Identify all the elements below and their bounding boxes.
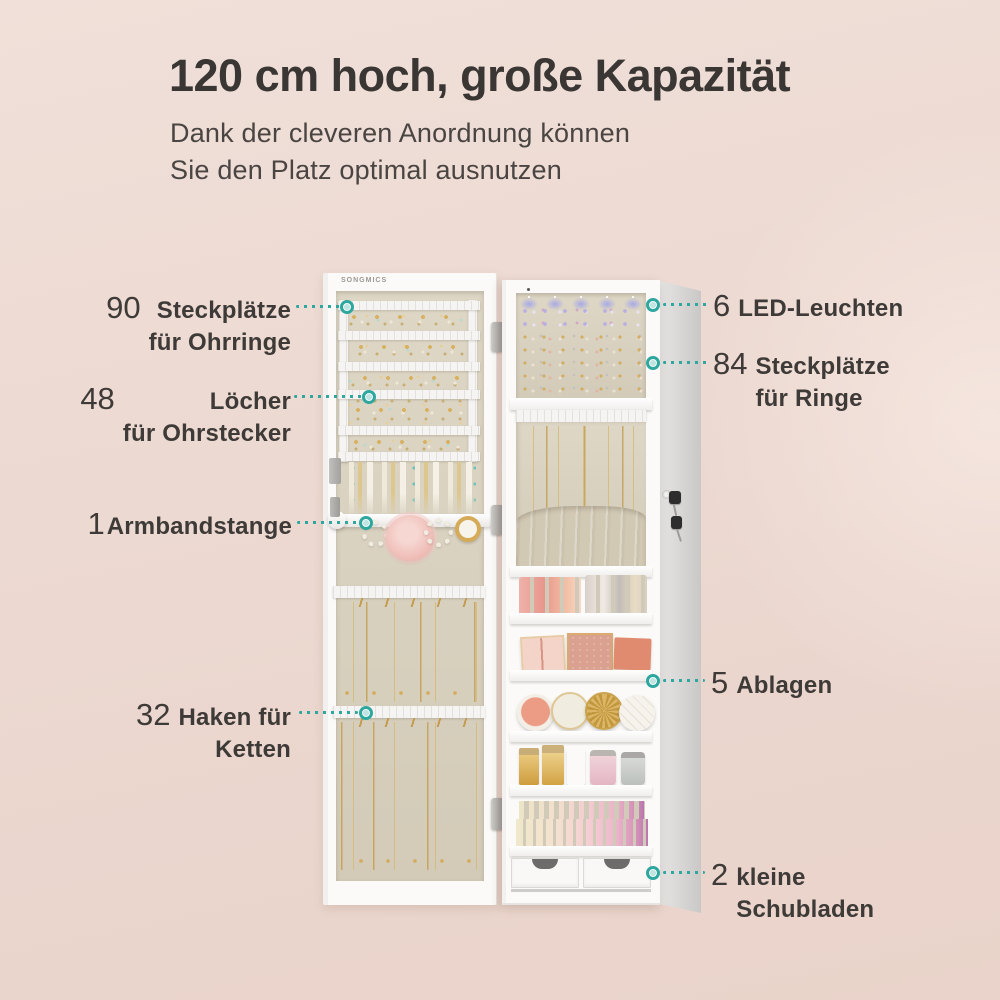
perfume-amber: [567, 749, 585, 785]
blush-palette-coral: [613, 637, 651, 670]
earring-strip: [338, 301, 480, 310]
subtitle-line-2: Sie den Platz optimal ausnutzen: [170, 155, 562, 185]
annotation-label: Steckplätze: [156, 297, 291, 324]
earring-rack-rail-right: [468, 300, 477, 462]
annotation-label: Ablagen: [736, 672, 833, 699]
earring-row: [348, 310, 466, 331]
earring-row: [348, 435, 466, 452]
annotation-label: LED-Leuchten: [738, 295, 904, 322]
annotation-number: 1: [87, 506, 105, 541]
cabinet-side-panel: [660, 277, 701, 913]
leader-dot: [359, 516, 373, 530]
leader-dot: [646, 674, 660, 688]
fabric-pocket: [516, 506, 646, 568]
annotation-drawers: [711, 857, 874, 926]
annotation-number: 84: [713, 346, 748, 381]
leader-line: [294, 395, 362, 398]
earring-strip: [338, 452, 480, 461]
compact-quilted: [619, 695, 655, 731]
perfume-gray: [621, 752, 645, 785]
annotation-label: Löcher: [209, 388, 291, 415]
leader-dot: [646, 356, 660, 370]
annotation-label: Ketten: [215, 736, 291, 763]
necklace-chains: [340, 722, 480, 870]
necklace-pendants: [340, 688, 480, 698]
perfume-pink: [590, 750, 616, 785]
shelf-board: [510, 785, 652, 796]
annotation-label: für Ohrstecker: [122, 420, 291, 447]
watch: [455, 516, 481, 542]
lipsticks-metallic-group: [585, 575, 647, 615]
subtitle-line-1: Dank der cleveren Anordnung können: [170, 118, 631, 148]
earring-row: [348, 371, 466, 390]
nail-polish-bottles: [516, 819, 648, 847]
leader-dot: [646, 866, 660, 880]
door-keyhole: [330, 497, 340, 517]
earring-row: [348, 340, 466, 362]
lipsticks-group: [519, 577, 581, 615]
leader-dot: [646, 298, 660, 312]
earring-rack-rail-left: [339, 300, 348, 462]
annotation-label: für Ringe: [755, 385, 863, 412]
annotation-necklace-hooks: [136, 697, 291, 766]
hanging-key: [671, 516, 682, 529]
annotation-label: Haken für: [178, 704, 291, 731]
drawer-shadow-line: [511, 889, 651, 892]
annotation-ring-slots: [713, 346, 890, 415]
annotation-earring-slots: [106, 290, 291, 359]
necklace-chains: [340, 602, 480, 702]
brand-logo: SONGMICS: [341, 277, 388, 284]
annotation-shelves: [711, 665, 832, 702]
key-in-lock: [669, 491, 681, 504]
dangling-earrings-row: [344, 462, 476, 518]
leader-line: [663, 679, 705, 682]
leader-line: [297, 521, 358, 524]
annotation-label: für Ohrringe: [148, 329, 291, 356]
annotation-label: Steckplätze: [755, 353, 890, 380]
pearl-bracelet: [424, 518, 453, 547]
ring-rows-top: [519, 305, 643, 331]
leader-line: [296, 305, 342, 308]
annotation-stud-holes: [80, 381, 291, 450]
earring-strip: [338, 331, 480, 340]
leader-line: [299, 711, 358, 714]
eyeshadow-palette-glitter: [567, 633, 613, 674]
annotation-number: 32: [136, 697, 171, 732]
annotation-label: Schubladen: [736, 896, 875, 923]
leader-dot: [340, 300, 354, 314]
perfume-amber: [519, 748, 539, 785]
nail-polish-caps: [519, 801, 645, 821]
leader-dot: [359, 706, 373, 720]
page-title: 120 cm hoch, große Kapazität: [169, 50, 791, 101]
annotation-bracelet-bar: [87, 506, 292, 543]
earring-strip: [338, 362, 480, 371]
leader-dot: [362, 390, 376, 404]
necklace-pendants: [340, 856, 480, 866]
leader-line: [663, 303, 708, 306]
shelf-board: [510, 731, 652, 742]
annotation-label: kleine: [736, 864, 806, 891]
shelf-board: [510, 398, 652, 410]
necklace-hook-rail: [333, 586, 485, 598]
annotation-number: 90: [106, 290, 141, 325]
sensor-dot: [527, 288, 530, 291]
earring-strip: [338, 426, 480, 435]
leader-line: [663, 361, 708, 364]
body-hook-rail: [516, 410, 646, 422]
leader-line: [663, 871, 705, 874]
annotation-number: 6: [713, 288, 731, 323]
shelf-board: [510, 670, 652, 681]
annotation-number: 48: [80, 381, 115, 416]
compact-coral: [517, 694, 554, 731]
annotation-number: 2: [711, 857, 729, 892]
annotation-number: 5: [711, 665, 729, 700]
annotation-label: Armbandstange: [106, 513, 292, 540]
compact-gold-sunburst: [585, 692, 623, 730]
compact-cream: [551, 692, 589, 730]
perfume-amber: [542, 745, 564, 785]
ring-rows: [519, 331, 643, 397]
shelf-board: [510, 846, 652, 856]
shelf-board: [510, 613, 652, 624]
door-latch: [329, 458, 341, 484]
annotation-led-lights: [713, 288, 903, 325]
